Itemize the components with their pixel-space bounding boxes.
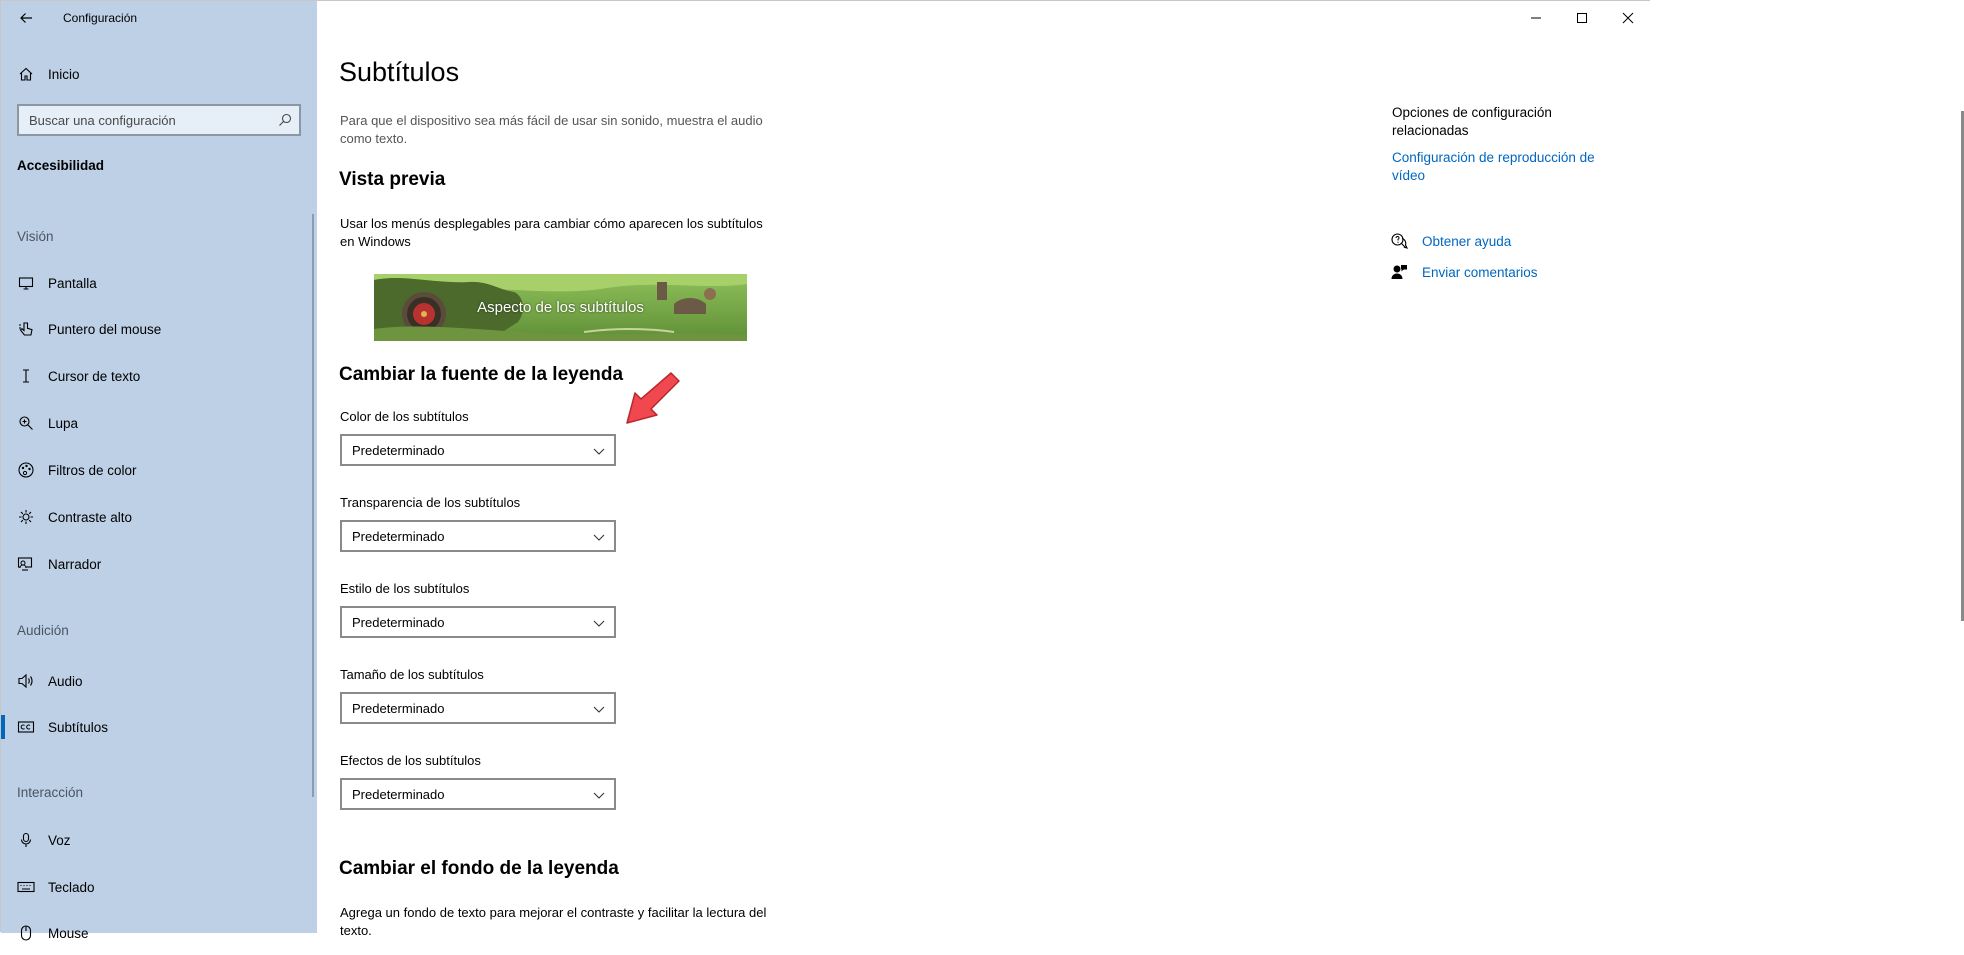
title-bar: [1, 1, 317, 35]
closed-captions-icon: [17, 718, 35, 736]
chevron-down-icon: [592, 616, 606, 630]
sidebar-item-label: Filtros de color: [48, 462, 137, 478]
sidebar-item-label: Narrador: [48, 556, 102, 572]
mouse-icon: [17, 924, 35, 942]
sidebar-item-label: Contraste alto: [48, 509, 133, 525]
sidebar-item-audio[interactable]: [1, 659, 317, 703]
contrast-icon: [17, 508, 35, 526]
home-icon: [17, 65, 35, 83]
caption-color-label: Color de los subtítulos: [340, 409, 469, 424]
search-icon[interactable]: [277, 112, 293, 128]
dropdown-value: Predeterminado: [352, 443, 445, 458]
background-section-heading: Cambiar el fondo de la leyenda: [339, 858, 619, 879]
caption-preview-image: [374, 274, 747, 341]
sidebar-item-teclado[interactable]: [1, 865, 317, 909]
sidebar-item-label: Subtítulos: [48, 719, 109, 735]
send-feedback-label: Enviar comentarios: [1422, 264, 1538, 280]
back-arrow-icon: [19, 11, 33, 25]
video-playback-settings-link[interactable]: Configuración de reproducción de vídeo: [1392, 150, 1595, 183]
get-help-link[interactable]: [1390, 230, 1511, 252]
section-title-audicion: Audición: [17, 623, 69, 638]
feedback-icon: [1390, 263, 1408, 281]
magnifier-icon: [17, 414, 35, 432]
caption-effects-dropdown[interactable]: [340, 778, 616, 810]
category-title: Accesibilidad: [17, 158, 105, 173]
caption-size-label: Tamaño de los subtítulos: [340, 667, 484, 682]
page-description: Para que el dispositivo sea más fácil de usar sin sonido, muestra el audio como texto.: [340, 113, 763, 146]
sidebar-item-subtitulos[interactable]: [1, 705, 317, 749]
sidebar-item-label: Pantalla: [48, 275, 97, 291]
sidebar-item-contraste[interactable]: [1, 495, 317, 539]
section-title-interaccion: Interacción: [17, 785, 84, 800]
narrator-icon: [17, 555, 35, 573]
sidebar-item-pantalla[interactable]: [1, 261, 317, 305]
color-filter-icon: [17, 461, 35, 479]
sidebar-item-label: Lupa: [48, 415, 79, 431]
active-indicator: [1, 715, 5, 739]
dropdown-value: Predeterminado: [352, 529, 445, 544]
sidebar-item-voz[interactable]: [1, 818, 317, 862]
sidebar-item-mouse[interactable]: [1, 911, 317, 955]
keyboard-icon: [17, 878, 35, 896]
sidebar: [1, 1, 317, 941]
caption-sample-text: Aspecto de los subtítulos: [477, 299, 644, 316]
microphone-icon: [17, 831, 35, 849]
text-cursor-icon: [17, 367, 35, 385]
sidebar-item-narrador[interactable]: [1, 542, 317, 586]
preview-text: Usar los menús desplegables para cambiar cómo aparecen los subtítulos en Windows: [340, 216, 763, 249]
sidebar-item-lupa[interactable]: [1, 401, 317, 445]
window-controls: [1513, 1, 1651, 35]
chevron-down-icon: [592, 788, 606, 802]
caption-size-dropdown[interactable]: [340, 692, 616, 724]
sidebar-item-cursor-texto[interactable]: [1, 354, 317, 398]
search-input[interactable]: [29, 111, 269, 129]
background-section-text: Agrega un fondo de texto para mejorar el contraste y facilitar la lectura del texto.: [340, 905, 767, 938]
back-button[interactable]: [13, 5, 39, 31]
dropdown-value: Predeterminado: [352, 701, 445, 716]
dropdown-value: Predeterminado: [352, 787, 445, 802]
minimize-button[interactable]: [1513, 1, 1559, 35]
main-content: [317, 1, 1651, 938]
sidebar-item-label: Inicio: [48, 66, 80, 82]
related-settings-title: Opciones de configuración relacionadas: [1392, 105, 1552, 138]
app-title: Configuración: [63, 11, 138, 25]
sidebar-item-home[interactable]: [1, 52, 317, 96]
dropdown-value: Predeterminado: [352, 615, 445, 630]
sidebar-item-label: Teclado: [48, 879, 95, 895]
maximize-button[interactable]: [1559, 1, 1605, 35]
caption-effects-label: Efectos de los subtítulos: [340, 753, 481, 768]
chevron-down-icon: [592, 702, 606, 716]
sidebar-item-label: Puntero del mouse: [48, 321, 162, 337]
search-box[interactable]: [17, 104, 301, 136]
sidebar-item-label: Mouse: [48, 925, 89, 941]
page-title: Subtítulos: [339, 57, 460, 87]
sidebar-item-label: Audio: [48, 673, 83, 689]
caption-transparency-label: Transparencia de los subtítulos: [340, 495, 521, 510]
monitor-icon: [17, 274, 35, 292]
close-button[interactable]: [1605, 1, 1651, 35]
help-chat-icon: [1390, 232, 1408, 250]
chevron-down-icon: [592, 444, 606, 458]
minimize-icon: [1530, 12, 1542, 24]
get-help-label: Obtener ayuda: [1422, 233, 1512, 249]
sidebar-item-label: Voz: [48, 832, 71, 848]
speaker-icon: [17, 672, 35, 690]
close-icon: [1622, 12, 1634, 24]
caption-style-dropdown[interactable]: [340, 606, 616, 638]
sidebar-item-filtros[interactable]: [1, 448, 317, 492]
annotation-arrow-icon: [621, 369, 681, 429]
caption-color-dropdown[interactable]: [340, 434, 616, 466]
font-section-heading: Cambiar la fuente de la leyenda: [339, 364, 624, 385]
maximize-icon: [1576, 12, 1588, 24]
caption-transparency-dropdown[interactable]: [340, 520, 616, 552]
sidebar-scrollbar[interactable]: [312, 214, 314, 797]
sidebar-item-label: Cursor de texto: [48, 368, 141, 384]
send-feedback-link[interactable]: [1390, 261, 1538, 283]
section-title-vision: Visión: [17, 229, 54, 244]
sidebar-item-puntero[interactable]: [1, 307, 317, 351]
caption-style-label: Estilo de los subtítulos: [340, 581, 470, 596]
preview-heading: Vista previa: [339, 169, 446, 190]
pointer-icon: [17, 320, 35, 338]
chevron-down-icon: [592, 530, 606, 544]
